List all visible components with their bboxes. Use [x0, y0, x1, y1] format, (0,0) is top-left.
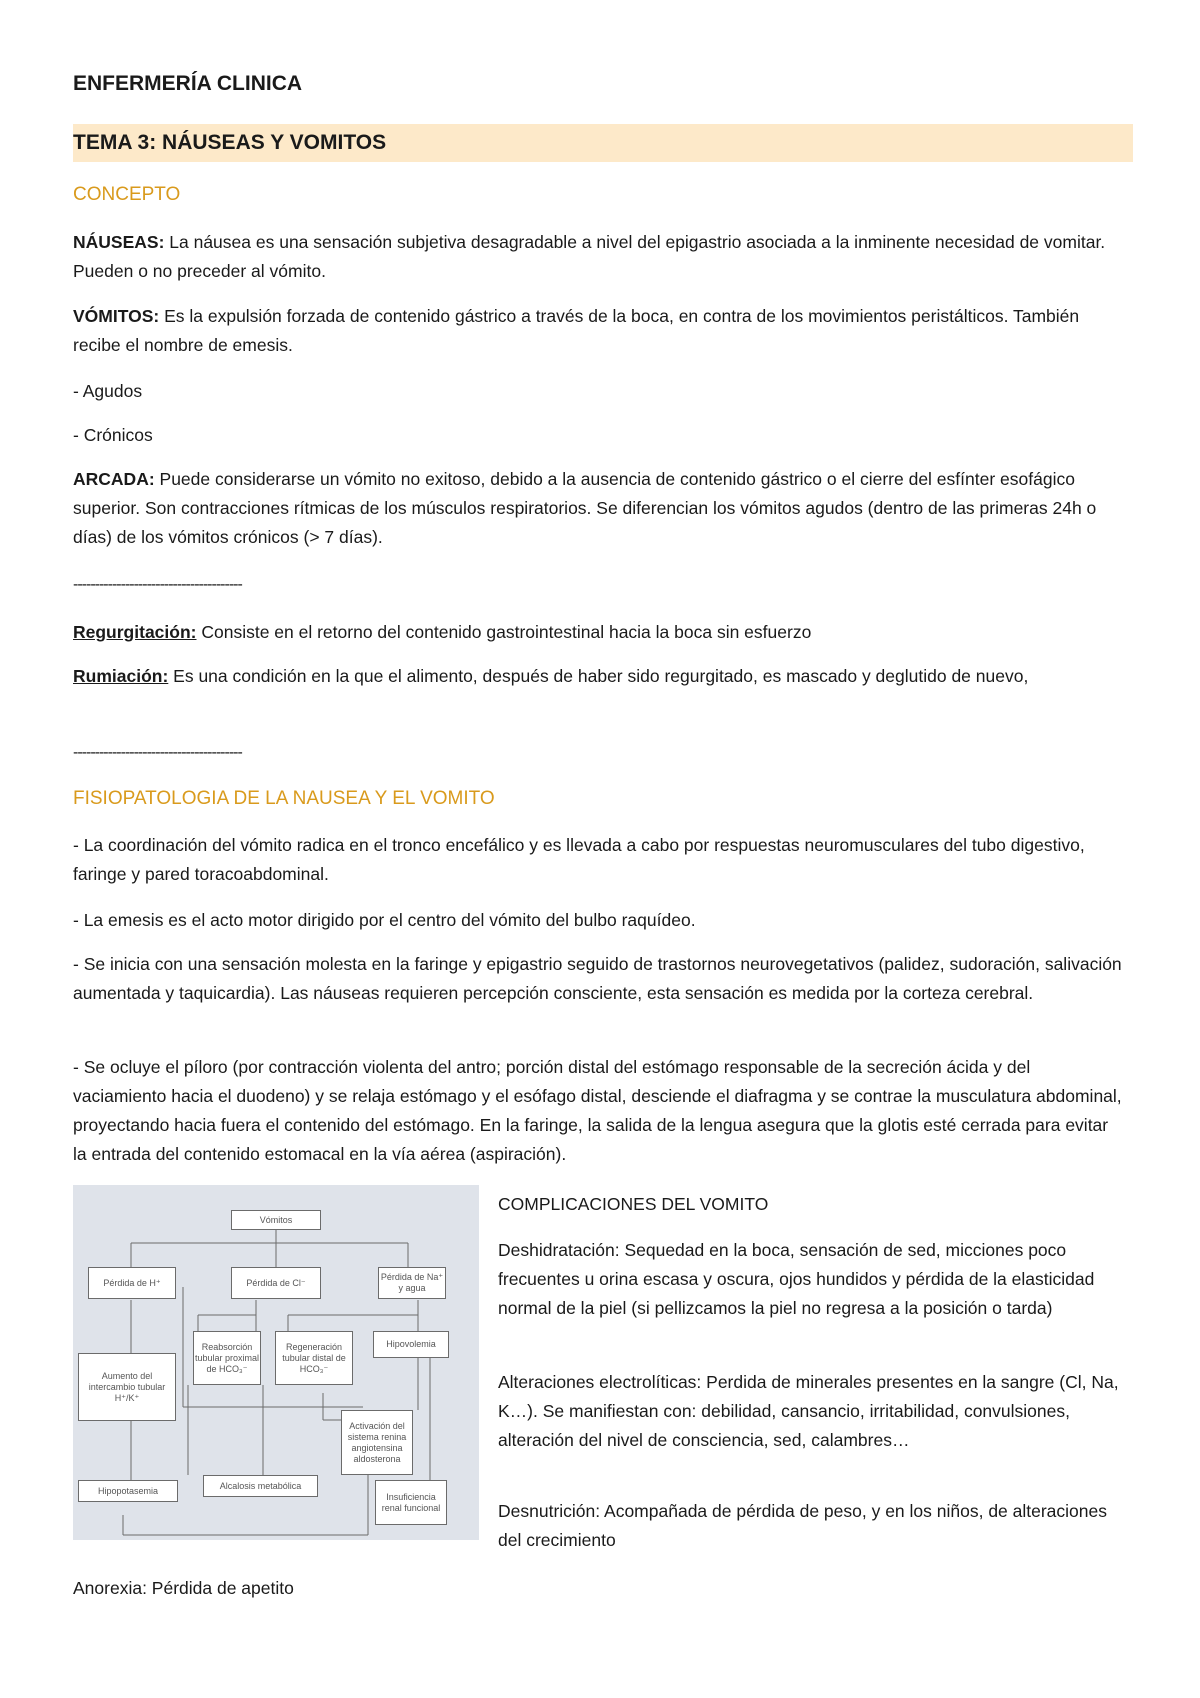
vomitos-term: VÓMITOS:	[73, 306, 160, 326]
vomiting-flow-diagram	[73, 1185, 479, 1540]
arcada-term: ARCADA:	[73, 469, 155, 489]
document-title: ENFERMERÍA CLINICA	[73, 72, 303, 95]
diagram-node-activacion-sistema: Activación del sistema renina angiotensina aldosterona	[341, 1410, 413, 1475]
fisio-point: - Se ocluye el píloro (por contracción violenta del antro; porción distal del estómago responsable de la secreción ácida y del vaciamiento hacia el duodeno) y se relaja estómago y el esófago distal, desciende el diafragma y se contrae la musculatura abdominal, proyectando hacia fuera el contenido del estómago. En la faringe, la salida de la lengua asegura que la glotis esté cerrada para evitar la entrada del contenido estomacal en la vía aérea (aspiración).	[73, 1057, 1122, 1164]
diagram-node-alcalosis: Alcalosis metabólica	[203, 1475, 318, 1497]
vomitos-text: Es la expulsión forzada de contenido gástrico a través de la boca, en contra de los movimientos peristálticos. También recibe el nombre de emesis.	[73, 306, 1080, 355]
separator-line: ---------------------------------------	[73, 744, 242, 761]
nauseas-paragraph	[73, 228, 1123, 286]
regurgitacion-text: Consiste en el retorno del contenido gastrointestinal hacia la boca sin esfuerzo	[196, 622, 812, 642]
regurgitacion-term: Regurgitación:	[73, 622, 197, 642]
diagram-node-perdida-na: Pérdida de Na⁺ y agua	[378, 1267, 446, 1299]
fisio-point: - La emesis es el acto motor dirigido por el centro del vómito del bulbo raquídeo.	[73, 910, 696, 930]
diagram-node-aumento-intercambio: Aumento del intercambio tubular H⁺/K⁺	[78, 1353, 176, 1421]
diagram-node-insuficiencia-renal: Insuficiencia renal funcional	[375, 1480, 447, 1525]
nauseas-text: La náusea es una sensación subjetiva desagradable a nivel del epigastrio asociada a la inminente necesidad de vomitar. Pueden o no preceder al vómito.	[73, 232, 1106, 281]
rumiacion-text: Es una condición en la que el alimento, después de haber sido regurgitado, es mascado y deglutido de nuevo,	[168, 666, 1029, 686]
separator-line: ---------------------------------------	[73, 576, 242, 593]
rumiacion-term: Rumiación:	[73, 666, 169, 686]
cronicos-item: - Crónicos	[73, 425, 153, 445]
diagram-node-hipopotasemia: Hipopotasemia	[78, 1480, 178, 1502]
complicacion-item: Deshidratación: Sequedad en la boca, sensación de sed, micciones poco frecuentes u orina escasa y oscura, ojos hundidos y pérdida de la elasticidad normal de la piel (si pellizcamos la piel no regresa a la posición o tarda)	[498, 1240, 1095, 1318]
diagram-node-regeneracion: Regeneración tubular distal de HCO₃⁻	[275, 1331, 353, 1385]
diagram-node-perdida-h: Pérdida de H⁺	[88, 1267, 176, 1299]
fisio-point: - Se inicia con una sensación molesta en la faringe y epigastrio seguido de trastornos neurovegetativos (palidez, sudoración, salivación aumentada y taquicardia). Las náuseas requieren percepción consciente, esta sensación es medida por la corteza cerebral.	[73, 954, 1122, 1003]
diagram-node-hipovolemia: Hipovolemia	[373, 1331, 449, 1358]
nauseas-term: NÁUSEAS:	[73, 232, 165, 252]
vomitos-paragraph	[73, 302, 1123, 360]
diagram-node-perdida-cl: Pérdida de Cl⁻	[231, 1267, 321, 1299]
complicaciones-heading: COMPLICACIONES DEL VOMITO	[498, 1194, 769, 1214]
topic-title: TEMA 3: NÁUSEAS Y VOMITOS	[73, 131, 387, 154]
arcada-text: Puede considerarse un vómito no exitoso, debido a la ausencia de contenido gástrico o el cierre del esfínter esofágico superior. Son contracciones rítmicas de los músculos respiratorios. Se diferencian los vómitos agudos (dentro de las primeras 24h o días) de los vómitos crónicos (> 7 días).	[73, 469, 1097, 547]
anorexia-line: Anorexia: Pérdida de apetito	[73, 1578, 294, 1598]
complicacion-item: Alteraciones electrolíticas: Perdida de minerales presentes en la sangre (Cl, Na, K…). Se manifiestan con: debilidad, cansancio, irritabilidad, convulsiones, alteración del nivel de consciencia, sed, calambres…	[498, 1372, 1119, 1450]
diagram-node-vomitos: Vómitos	[231, 1210, 321, 1230]
diagram-node-reabsorcion: Reabsorción tubular proximal de HCO₃⁻	[193, 1331, 261, 1385]
fisio-point: - La coordinación del vómito radica en el tronco encefálico y es llevada a cabo por respuestas neuromusculares del tubo digestivo, faringe y pared toracoabdominal.	[73, 835, 1085, 884]
rumiacion-paragraph	[73, 662, 1123, 691]
fisiopatologia-heading: FISIOPATOLOGIA DE LA NAUSEA Y EL VOMITO	[73, 788, 495, 809]
agudos-item: - Agudos	[73, 381, 143, 401]
complicacion-item: Desnutrición: Acompañada de pérdida de peso, y en los niños, de alteraciones del crecimiento	[498, 1501, 1108, 1550]
arcada-paragraph	[73, 465, 1123, 552]
concepto-heading: CONCEPTO	[73, 184, 181, 205]
regurgitacion-paragraph	[73, 618, 1123, 647]
